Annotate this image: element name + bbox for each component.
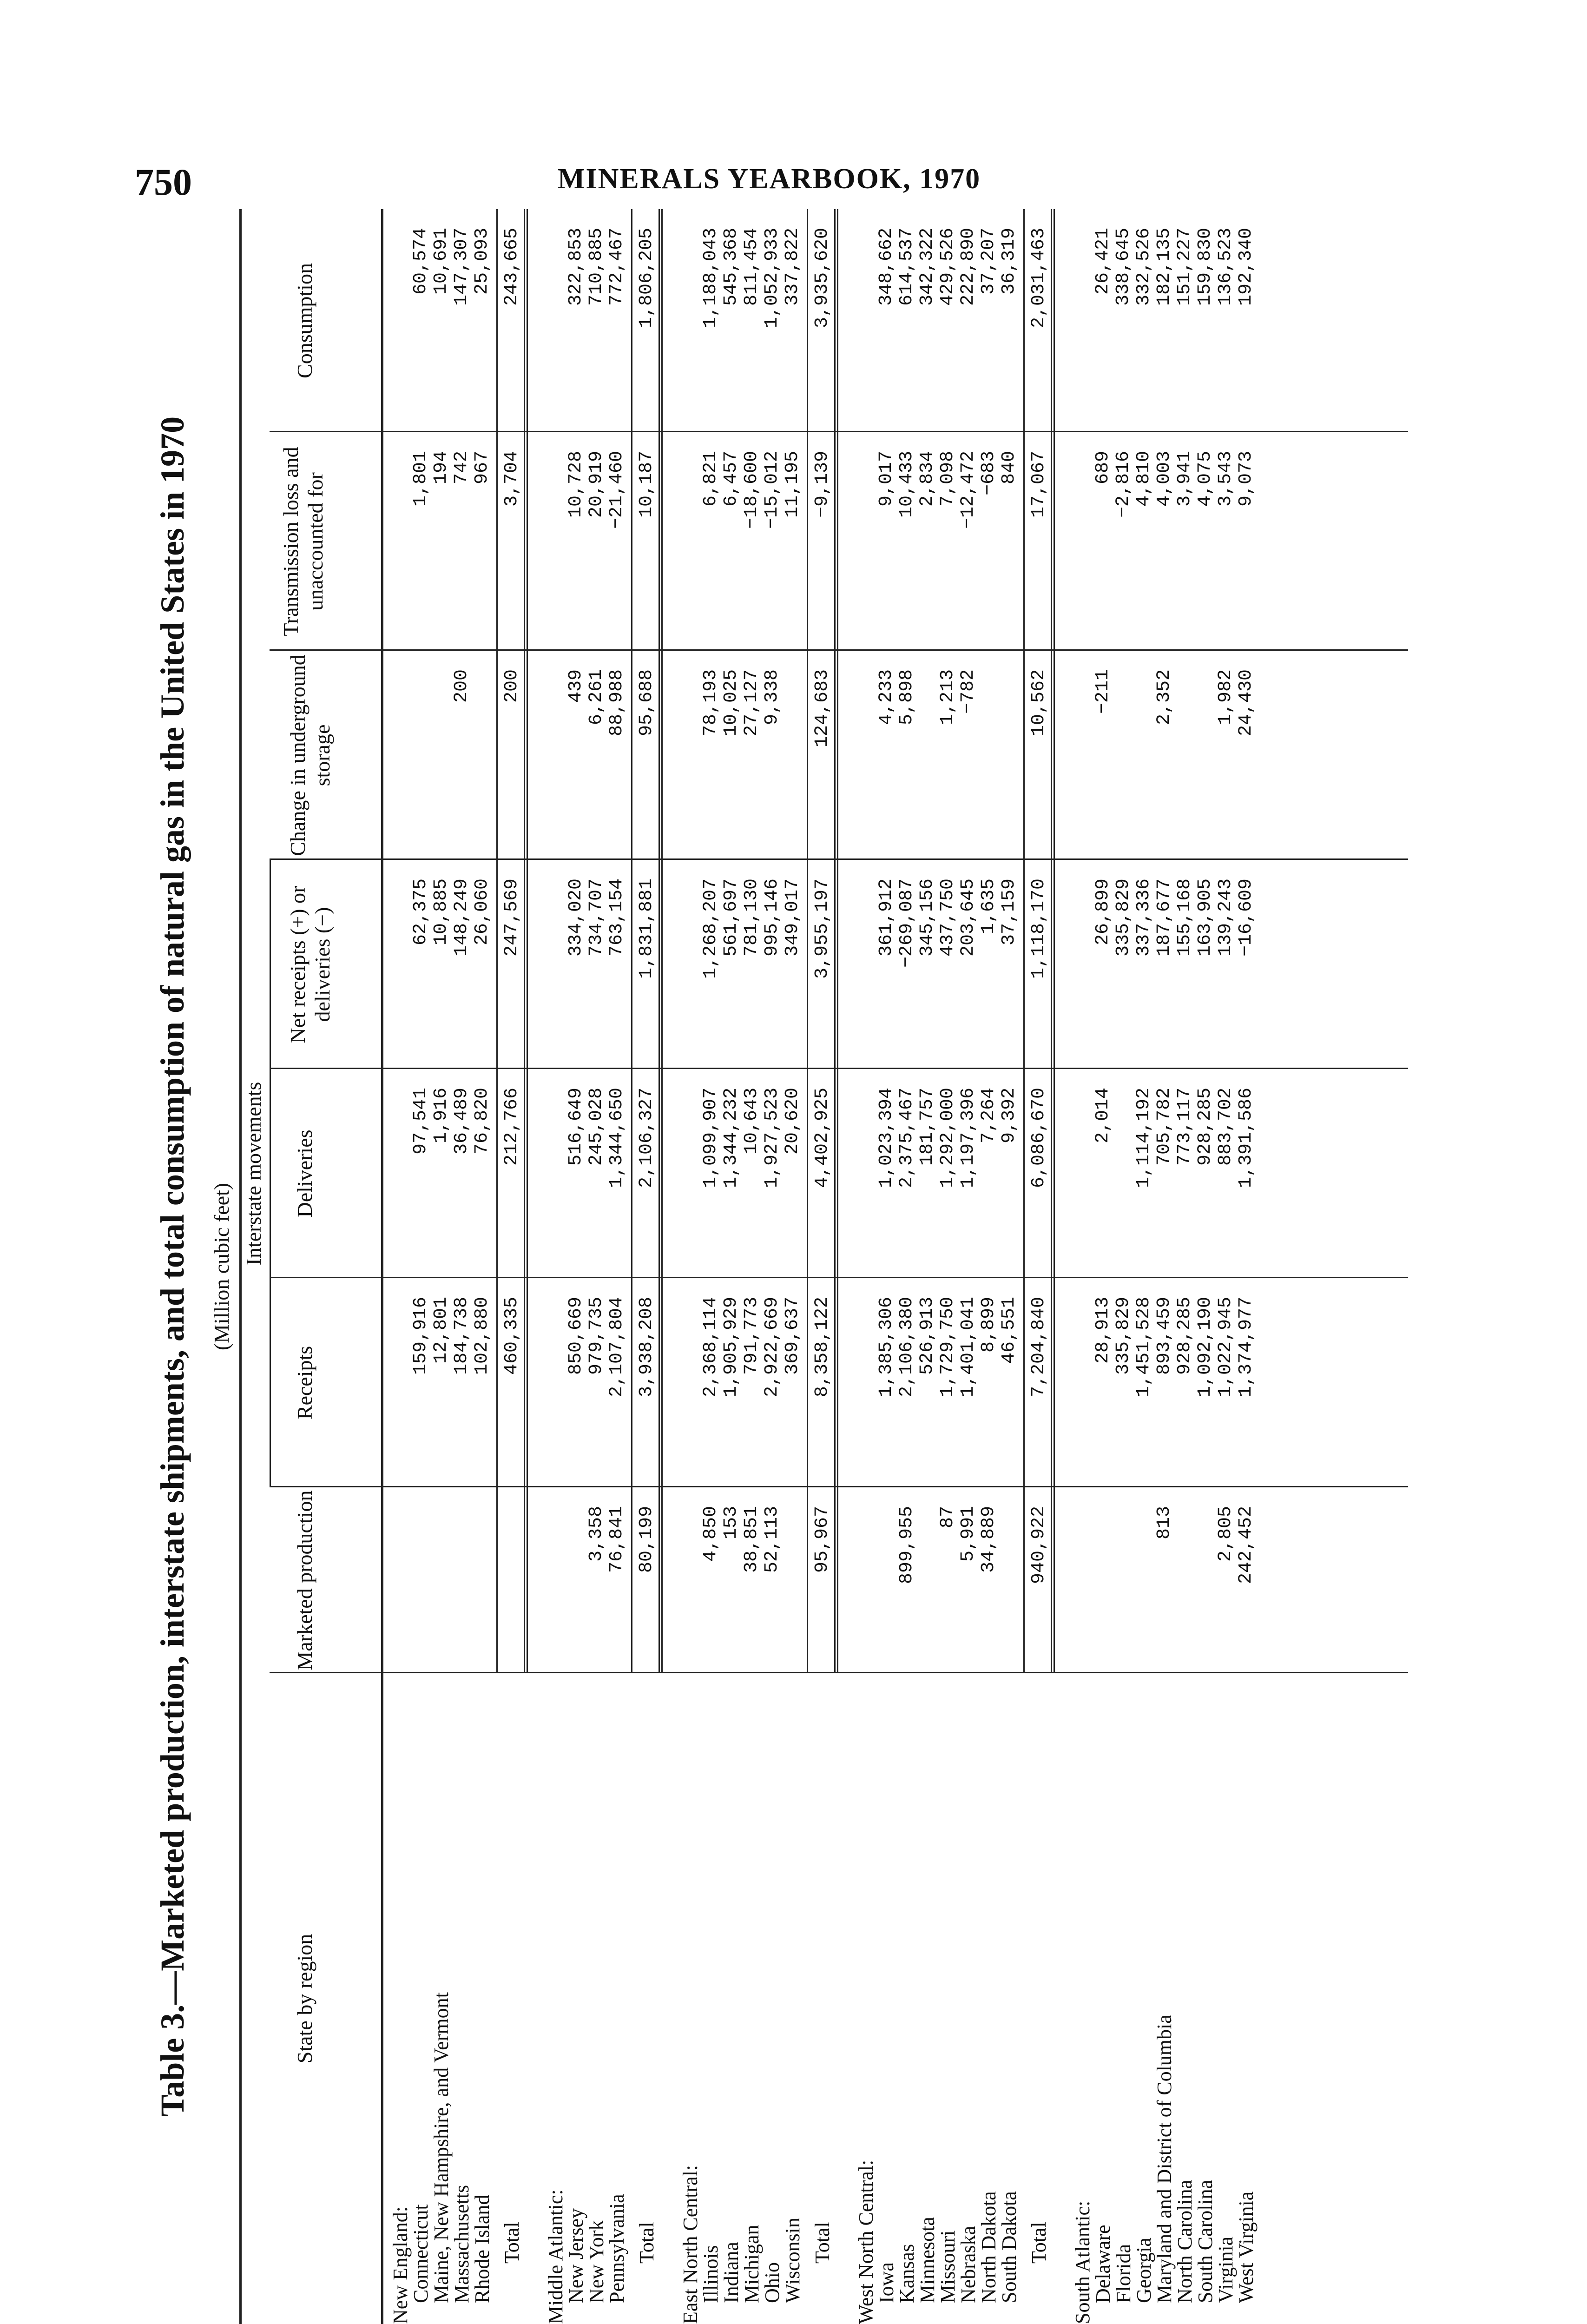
cell-value: 155,168	[1174, 878, 1195, 957]
region-label: East North Central:	[679, 2165, 702, 2324]
cell-value: −269,087	[896, 878, 917, 968]
row-label: Virginia	[1214, 2236, 1237, 2303]
cell-value: −9,139	[812, 451, 833, 518]
table-row	[1134, 209, 1154, 2324]
cell-value: 763,154	[606, 878, 627, 957]
cell-value: 194	[431, 451, 452, 485]
cell-value: 1,401,041	[958, 1297, 979, 1398]
region-gap	[664, 209, 680, 2324]
row-label: Kansas	[896, 2244, 918, 2303]
row-label: North Dakota	[977, 2191, 1000, 2303]
cell-value: 26,421	[1093, 228, 1113, 295]
cell-value: 1,292,000	[937, 1088, 958, 1188]
cell-value: 516,649	[566, 1088, 586, 1166]
header-net: Net receipts (+) or deliveries (−)	[286, 885, 334, 1043]
cell-value: 322,853	[566, 228, 586, 306]
row-label: Illinois	[699, 2245, 722, 2303]
cell-value: 689	[1093, 451, 1113, 485]
cell-value: 6,261	[586, 669, 607, 726]
table-row	[1113, 209, 1134, 2324]
table-row	[452, 209, 472, 2324]
page-number: 750	[135, 161, 192, 203]
region-heading-row	[546, 209, 566, 2324]
cell-value: 10,691	[431, 228, 452, 295]
cell-value: 163,905	[1195, 878, 1216, 957]
table-row	[938, 209, 958, 2324]
cell-value: 26,899	[1093, 878, 1113, 946]
cell-value: 20,620	[782, 1088, 803, 1155]
cell-value: 2,107,804	[606, 1297, 627, 1398]
cell-value: 97,541	[410, 1088, 431, 1155]
cell-value: 6,457	[721, 451, 742, 507]
region-gap	[529, 209, 546, 2324]
table-row	[897, 209, 917, 2324]
cell-value: 9,073	[1236, 451, 1257, 507]
cell-value: 348,662	[876, 228, 897, 306]
cell-value: 247,569	[501, 878, 522, 957]
row-label: Pennsylvania	[606, 2194, 628, 2303]
row-label: Maine, New Hampshire, and Vermont	[430, 1992, 453, 2303]
cell-value: 335,829	[1113, 878, 1134, 957]
table-row	[876, 209, 897, 2324]
cell-value: 781,130	[741, 878, 762, 957]
region-heading-row	[856, 209, 876, 2324]
group-rule	[270, 860, 271, 1487]
cell-value: 1,197,396	[958, 1088, 979, 1188]
row-label: Delaware	[1092, 2225, 1114, 2303]
total-rule	[803, 209, 812, 2324]
cell-value: −18,600	[741, 451, 762, 529]
region-label: Middle Atlantic:	[544, 2189, 567, 2324]
total-double-rule	[657, 209, 664, 2324]
cell-value: 1,374,977	[1236, 1297, 1257, 1398]
cell-value: 147,307	[451, 228, 472, 306]
cell-value: −16,609	[1236, 878, 1257, 957]
region-label: New England:	[389, 2206, 412, 2324]
cell-value: 6,086,670	[1028, 1088, 1049, 1188]
cell-value: 192,340	[1236, 228, 1257, 306]
cell-value: 78,193	[700, 669, 721, 737]
cell-value: 9,017	[876, 451, 897, 507]
cell-value: 1,268,207	[700, 878, 721, 979]
cell-value: 369,637	[782, 1297, 803, 1375]
double-rule-line	[834, 209, 838, 1673]
cell-value: 811,454	[741, 228, 762, 306]
table-row	[958, 209, 979, 2324]
table-row	[979, 209, 999, 2324]
cell-value: 1,114,192	[1133, 1088, 1154, 1188]
cell-value: 545,368	[721, 228, 742, 306]
cell-value: 46,551	[999, 1297, 1020, 1364]
cell-value: 153	[721, 1506, 742, 1540]
cell-value: 60,574	[410, 228, 431, 295]
cell-value: 10,187	[636, 451, 657, 518]
region-gap	[1056, 209, 1073, 2324]
row-label: Rhode Island	[471, 2194, 494, 2303]
cell-value: 139,243	[1215, 878, 1236, 957]
cell-value: 710,885	[586, 228, 607, 306]
cell-value: 1,806,205	[636, 228, 657, 329]
row-label: South Carolina	[1194, 2179, 1217, 2303]
row-label: Maryland and District of Columbia	[1153, 2014, 1176, 2303]
double-rule-line	[524, 209, 528, 1673]
row-label: New Jersey	[565, 2208, 587, 2303]
cell-value: 893,459	[1154, 1297, 1175, 1375]
table-row	[607, 209, 627, 2324]
cell-value: 3,941	[1174, 451, 1195, 507]
cell-value: 967	[472, 451, 493, 485]
cell-value: 2,375,467	[896, 1088, 917, 1188]
cell-value: 34,889	[978, 1506, 999, 1573]
cell-value: 361,912	[876, 878, 897, 957]
row-label: Indiana	[720, 2242, 743, 2303]
cell-value: −2,816	[1113, 451, 1134, 518]
row-label: Wisconsin	[781, 2218, 804, 2303]
table-row	[566, 209, 586, 2324]
cell-value: 87	[937, 1506, 958, 1529]
cell-value: 335,829	[1113, 1297, 1134, 1375]
header-rule	[381, 209, 383, 2324]
cell-value: 52,113	[762, 1506, 783, 1573]
cell-value: 439	[566, 669, 586, 703]
table-row	[1154, 209, 1175, 2324]
header-deliveries: Deliveries	[293, 1129, 316, 1218]
cell-value: 6,821	[700, 451, 721, 507]
table-body	[390, 209, 1257, 2324]
table-row	[431, 209, 452, 2324]
cell-value: 76,820	[472, 1088, 493, 1155]
cell-value: −21,460	[606, 451, 627, 529]
row-label: Ohio	[761, 2262, 784, 2303]
total-rule	[627, 209, 637, 2324]
region-heading-row	[680, 209, 701, 2324]
cell-value: 26,060	[472, 878, 493, 946]
cell-value: 4,003	[1154, 451, 1175, 507]
row-label: Iowa	[875, 2262, 898, 2303]
cell-value: 332,526	[1133, 228, 1154, 306]
cell-value: 1,099,907	[700, 1088, 721, 1188]
row-label: Connecticut	[409, 2204, 432, 2303]
total-double-rule	[522, 209, 529, 2324]
cell-value: 1,023,394	[876, 1088, 897, 1188]
region-gap	[839, 209, 856, 2324]
table-row	[783, 209, 803, 2324]
cell-value: 5,898	[896, 669, 917, 726]
cell-value: 212,766	[501, 1088, 522, 1166]
header-storage: Change in underground storage	[286, 654, 334, 856]
cell-value: 10,643	[741, 1088, 762, 1155]
region-label: West North Central:	[855, 2159, 877, 2324]
cell-value: 184,738	[451, 1297, 472, 1375]
row-label: Missouri	[936, 2230, 959, 2303]
cell-value: 1,831,881	[636, 878, 657, 979]
cell-value: 1,052,933	[762, 228, 783, 329]
cell-value: 10,433	[896, 451, 917, 518]
cell-value: 88,988	[606, 669, 627, 737]
total-row	[1029, 209, 1049, 2324]
cell-value: 4,233	[876, 669, 897, 726]
cell-value: 3,704	[501, 451, 522, 507]
cell-value: 1,729,750	[937, 1297, 958, 1398]
row-label: Total	[635, 2222, 658, 2264]
cell-value: 1,022,945	[1215, 1297, 1236, 1398]
region-label: South Atlantic:	[1071, 2200, 1094, 2324]
cell-value: 2,368,114	[700, 1297, 721, 1398]
cell-value: 334,020	[566, 878, 586, 957]
total-rule	[1020, 209, 1029, 2324]
cell-value: 243,665	[501, 228, 522, 306]
cell-value: 80,199	[636, 1506, 657, 1573]
cell-value: 2,922,669	[762, 1297, 783, 1398]
cell-value: 187,677	[1154, 878, 1175, 957]
total-double-rule	[833, 209, 839, 2324]
cell-value: 1,188,043	[700, 228, 721, 329]
row-label: Total	[1027, 2222, 1050, 2264]
cell-value: 928,285	[1195, 1088, 1216, 1166]
cell-value: 9,392	[999, 1088, 1020, 1144]
cell-value: −15,012	[762, 451, 783, 529]
header-receipts: Receipts	[293, 1346, 316, 1420]
region-heading-row	[1073, 209, 1093, 2324]
table-row	[721, 209, 742, 2324]
total-rule	[493, 209, 502, 2324]
cell-value: 124,683	[812, 669, 833, 748]
cell-value: 850,669	[566, 1297, 586, 1375]
table-row	[701, 209, 721, 2324]
cell-value: 8,358,122	[812, 1297, 833, 1398]
cell-value: 734,707	[586, 878, 607, 957]
cell-value: 242,452	[1236, 1506, 1257, 1585]
cell-value: 20,919	[586, 451, 607, 518]
running-title: MINERALS YEARBOOK, 1970	[558, 163, 981, 195]
cell-value: 95,967	[812, 1506, 833, 1573]
cell-value: 36,319	[999, 228, 1020, 295]
cell-value: 345,156	[917, 878, 938, 957]
cell-value: 2,106,327	[636, 1088, 657, 1188]
cell-value: 136,523	[1215, 228, 1236, 306]
cell-value: 245,028	[586, 1088, 607, 1166]
cell-value: 342,322	[917, 228, 938, 306]
table-row	[1236, 209, 1257, 2324]
cell-value: 1,916	[431, 1088, 452, 1144]
cell-value: 1,118,170	[1028, 878, 1049, 979]
cell-value: −211	[1093, 669, 1113, 714]
table-row	[1093, 209, 1113, 2324]
cell-value: 102,880	[472, 1297, 493, 1375]
cell-value: 37,207	[978, 228, 999, 295]
cell-value: 928,285	[1174, 1297, 1195, 1375]
cell-value: 1,451,528	[1133, 1297, 1154, 1398]
cell-value: −683	[978, 451, 999, 496]
cell-value: 979,735	[586, 1297, 607, 1375]
cell-value: 200	[501, 669, 522, 703]
cell-value: 995,146	[762, 878, 783, 957]
cell-value: 429,526	[937, 228, 958, 306]
cell-value: 1,385,306	[876, 1297, 897, 1398]
table-row	[1195, 209, 1216, 2324]
cell-value: 338,645	[1113, 228, 1134, 306]
cell-value: 2,805	[1215, 1506, 1236, 1562]
cell-value: 4,850	[700, 1506, 721, 1562]
table-caption: Table 3.—Marketed production, interstate shipments, and total consumption of natural gas in the United States in 1970	[154, 416, 191, 2117]
cell-value: 1,213	[937, 669, 958, 726]
row-label: Nebraska	[957, 2225, 980, 2303]
region-heading-row	[390, 209, 411, 2324]
cell-value: 36,489	[451, 1088, 472, 1155]
natural-gas-table	[153, 209, 1408, 2324]
cell-value: 9,338	[762, 669, 783, 726]
cell-value: 1,635	[978, 878, 999, 935]
cell-value: −782	[958, 669, 979, 714]
header-consumption: Consumption	[293, 263, 316, 378]
cell-value: 24,430	[1236, 669, 1257, 737]
cell-value: 2,106,380	[896, 1297, 917, 1398]
cell-value: 3,955,197	[812, 878, 833, 979]
cell-value: 27,127	[741, 669, 762, 737]
double-rule-line	[1051, 209, 1055, 1673]
cell-value: 148,249	[451, 878, 472, 957]
header-interstate-movements: Interstate movements	[242, 1082, 265, 1266]
cell-value: 3,935,620	[812, 228, 833, 329]
cell-value: 159,830	[1195, 228, 1216, 306]
cell-value: 2,352	[1154, 669, 1175, 726]
total-row	[812, 209, 833, 2324]
cell-value: −12,472	[958, 451, 979, 529]
cell-value: 2,031,463	[1028, 228, 1049, 329]
cell-value: 4,075	[1195, 451, 1216, 507]
cell-value: 1,905,929	[721, 1297, 742, 1398]
cell-value: 813	[1154, 1506, 1175, 1540]
table-row	[999, 209, 1020, 2324]
cell-value: 883,702	[1215, 1088, 1236, 1166]
cell-value: 182,135	[1154, 228, 1175, 306]
row-label: Georgia	[1133, 2238, 1155, 2303]
row-label: Minnesota	[916, 2217, 939, 2303]
header-marketed: Marketed production	[293, 1490, 316, 1670]
table-row	[762, 209, 783, 2324]
cell-value: 614,537	[896, 228, 917, 306]
cell-value: 2,014	[1093, 1088, 1113, 1144]
cell-value: 12,801	[431, 1297, 452, 1364]
cell-value: 3,938,208	[636, 1297, 657, 1398]
header-state: State by region	[293, 1934, 316, 2064]
cell-value: 17,067	[1028, 451, 1049, 518]
cell-value: 159,916	[410, 1297, 431, 1375]
cell-value: 705,782	[1154, 1088, 1175, 1166]
row-label: North Carolina	[1173, 2179, 1196, 2303]
cell-value: 460,335	[501, 1297, 522, 1375]
cell-value: 3,543	[1215, 451, 1236, 507]
cell-value: 1,927,523	[762, 1088, 783, 1188]
table-row	[742, 209, 762, 2324]
cell-value: 10,885	[431, 878, 452, 946]
table-row	[1175, 209, 1195, 2324]
row-label: West Virginia	[1235, 2191, 1258, 2303]
cell-value: 940,922	[1028, 1506, 1049, 1585]
cell-value: 10,728	[566, 451, 586, 518]
row-label: Florida	[1112, 2244, 1135, 2303]
cell-value: 840	[999, 451, 1020, 485]
cell-value: 2,834	[917, 451, 938, 507]
cell-value: 151,227	[1174, 228, 1195, 306]
cell-value: 4,810	[1133, 451, 1154, 507]
table-row	[586, 209, 607, 2324]
row-label: South Dakota	[998, 2191, 1021, 2303]
table-row	[917, 209, 938, 2324]
cell-value: 337,822	[782, 228, 803, 306]
cell-value: 526,913	[917, 1297, 938, 1375]
cell-value: 1,344,650	[606, 1088, 627, 1188]
cell-value: 4,402,925	[812, 1088, 833, 1188]
row-label: Massachusetts	[450, 2185, 473, 2303]
cell-value: 222,890	[958, 228, 979, 306]
cell-value: 25,093	[472, 228, 493, 295]
cell-value: 1,982	[1215, 669, 1236, 726]
table-row	[472, 209, 493, 2324]
cell-value: 76,841	[606, 1506, 627, 1573]
cell-value: 1,391,586	[1236, 1088, 1257, 1188]
double-rule-line	[659, 209, 663, 1673]
total-row	[502, 209, 522, 2324]
cell-value: 28,913	[1093, 1297, 1113, 1364]
row-label: Total	[500, 2222, 523, 2264]
cell-value: 742	[451, 451, 472, 485]
cell-value: 37,159	[999, 878, 1020, 946]
header-transmission: Transmission loss and unaccounted for	[279, 447, 327, 636]
cell-value: 3,358	[586, 1506, 607, 1562]
cell-value: 8,899	[978, 1297, 999, 1353]
row-label: Total	[811, 2222, 834, 2264]
total-row	[637, 209, 657, 2324]
row-label: Michigan	[740, 2225, 763, 2303]
cell-value: 7,204,840	[1028, 1297, 1049, 1398]
cell-value: 1,092,190	[1195, 1297, 1216, 1398]
cell-value: 791,773	[741, 1297, 762, 1375]
row-label: New York	[585, 2220, 608, 2303]
table-unit: (Million cubic feet)	[210, 1182, 233, 1351]
cell-value: 7,098	[937, 451, 958, 507]
cell-value: 437,750	[937, 878, 958, 957]
cell-value: 10,562	[1028, 669, 1049, 737]
cell-value: 1,344,232	[721, 1088, 742, 1188]
cell-value: 10,025	[721, 669, 742, 737]
cell-value: 337,336	[1133, 878, 1154, 957]
cell-value: 95,688	[636, 669, 657, 737]
cell-value: 200	[451, 669, 472, 703]
cell-value: 349,017	[782, 878, 803, 957]
cell-value: 181,757	[917, 1088, 938, 1166]
cell-value: 772,467	[606, 228, 627, 306]
table-row	[1216, 209, 1236, 2324]
cell-value: 1,801	[410, 451, 431, 507]
cell-value: 38,851	[741, 1506, 762, 1573]
cell-value: 203,645	[958, 878, 979, 957]
cell-value: 561,697	[721, 878, 742, 957]
cell-value: 11,195	[782, 451, 803, 518]
cell-value: 5,991	[958, 1506, 979, 1562]
total-double-rule	[1049, 209, 1056, 2324]
table-row	[411, 209, 431, 2324]
cell-value: 899,955	[896, 1506, 917, 1585]
cell-value: 62,375	[410, 878, 431, 946]
cell-value: 773,117	[1174, 1088, 1195, 1166]
cell-value: 7,264	[978, 1088, 999, 1144]
